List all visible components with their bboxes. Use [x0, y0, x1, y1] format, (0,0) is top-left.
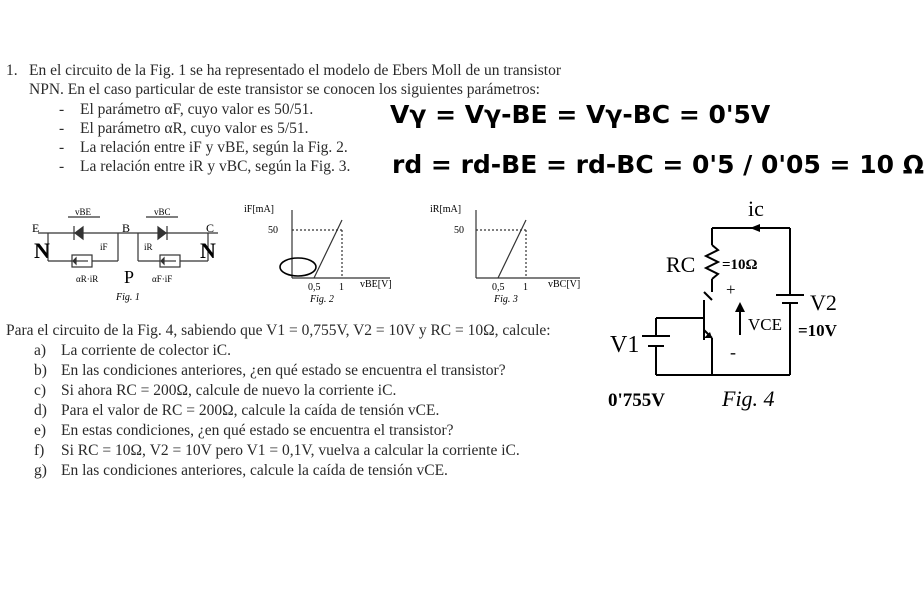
- problem-number: 1.: [6, 62, 18, 79]
- fig3-ylabel: iR[mA]: [430, 204, 462, 215]
- fig4-ic-arrow-label: ic: [748, 196, 764, 221]
- problem-line-1: En el circuito de la Fig. 1 se ha representado el modelo de Ebers Moll de un transistor: [29, 62, 562, 79]
- fig1-label: Fig. 1: [116, 292, 140, 303]
- handwritten-n-right: N: [200, 238, 216, 263]
- fig1-terminal-b: B: [122, 221, 131, 235]
- fig3-xlabel: vBC[V]: [548, 279, 581, 290]
- param-ir-relation: La relación entre iR y vBC, según la Fig. 3.: [80, 158, 351, 175]
- fig1-vbe-label: vBE: [75, 207, 92, 217]
- question-letter: f): [34, 442, 45, 459]
- question-letter: a): [34, 342, 47, 359]
- fig1-vbc-label: vBC: [154, 207, 171, 217]
- handwritten-v2-value: =10V: [798, 321, 837, 340]
- fig2-y-tick: 50: [268, 225, 278, 236]
- question-intro: Para el circuito de la Fig. 4, sabiendo que V1 = 0,755V, V2 = 10V y RC = 10Ω, calcule:: [6, 322, 551, 339]
- handwritten-p-mid: P: [124, 267, 135, 287]
- fig1-source-left: αR·iR: [76, 274, 99, 284]
- param-dash: -: [59, 158, 65, 175]
- question-item-b: En las condiciones anteriores, ¿en qué estado se encuentra el transistor?: [61, 362, 506, 379]
- fig2-if-vbe-plot: [240, 200, 405, 308]
- fig4-v1-label: V1: [610, 332, 640, 358]
- fig4-minus-sign: -: [730, 342, 736, 362]
- problem-line-2: NPN. En el caso particular de este transistor se conocen los siguientes parámetros:: [29, 81, 540, 98]
- handwritten-v1-value: 0'755V: [608, 390, 665, 411]
- fig2-ylabel: iF[mA]: [244, 204, 274, 215]
- param-alpha-r: El parámetro αR, cuyo valor es 5/51.: [80, 120, 309, 137]
- question-letter: b): [34, 362, 47, 379]
- fig4-label: Fig. 4: [722, 386, 775, 411]
- fig3-label: Fig. 3: [494, 294, 518, 305]
- fig3-x-tick-05: 0,5: [492, 282, 505, 293]
- fig1-terminal-c: C: [206, 221, 215, 235]
- fig4-plus-sign: +: [726, 280, 736, 299]
- fig1-ebers-moll-diagram: [28, 203, 228, 303]
- param-if-relation: La relación entre iF y vBE, según la Fig. 2.: [80, 139, 348, 156]
- handwritten-threshold-voltage: Vγ = Vγ-BE = Vγ-BC = 0'5V: [390, 100, 771, 129]
- question-item-a: La corriente de colector iC.: [61, 342, 231, 359]
- question-letter: g): [34, 462, 47, 479]
- question-letter: c): [34, 382, 47, 399]
- fig2-x-tick-1: 1: [339, 282, 344, 293]
- param-dash: -: [59, 101, 65, 118]
- param-dash: -: [59, 120, 65, 137]
- fig4-v2-label: V2: [810, 290, 837, 315]
- question-letter: e): [34, 422, 47, 439]
- handwritten-dynamic-resistance: rd = rd-BE = rd-BC = 0'5 / 0'05 = 10 Ω: [392, 150, 924, 179]
- question-item-g: En las condiciones anteriores, calcule la caída de tensión vCE.: [61, 462, 448, 479]
- param-dash: -: [59, 139, 65, 156]
- fig4-rc-label: RC: [666, 252, 696, 277]
- fig2-label: Fig. 2: [310, 294, 334, 305]
- fig4-circuit-diagram: [600, 190, 846, 420]
- question-item-f: Si RC = 10Ω, V2 = 10V pero V1 = 0,1V, vuelva a calcular la corriente iC.: [61, 442, 520, 459]
- fig1-if-label: iF: [100, 242, 108, 252]
- fig4-vce-label: VCE: [748, 315, 782, 334]
- fig1-source-right: αF·iF: [152, 274, 173, 284]
- question-item-c: Si ahora RC = 200Ω, calcule de nuevo la corriente iC.: [61, 382, 397, 399]
- question-item-d: Para el valor de RC = 200Ω, calcule la caída de tensión vCE.: [61, 402, 440, 419]
- question-item-e: En estas condiciones, ¿en qué estado se encuentra el transistor?: [61, 422, 454, 439]
- fig2-xlabel: vBE[V]: [360, 279, 392, 290]
- fig2-x-tick-05: 0,5: [308, 282, 321, 293]
- param-alpha-f: El parámetro αF, cuyo valor es 50/51.: [80, 101, 314, 118]
- fig3-ir-vbc-plot: [430, 200, 595, 308]
- fig1-ir-label: iR: [144, 242, 153, 252]
- fig3-y-tick: 50: [454, 225, 464, 236]
- question-letter: d): [34, 402, 47, 419]
- handwritten-n-left: N: [34, 238, 50, 263]
- handwritten-rc-value: =10Ω: [722, 257, 758, 273]
- fig1-terminal-e: E: [32, 221, 40, 235]
- fig3-x-tick-1: 1: [523, 282, 528, 293]
